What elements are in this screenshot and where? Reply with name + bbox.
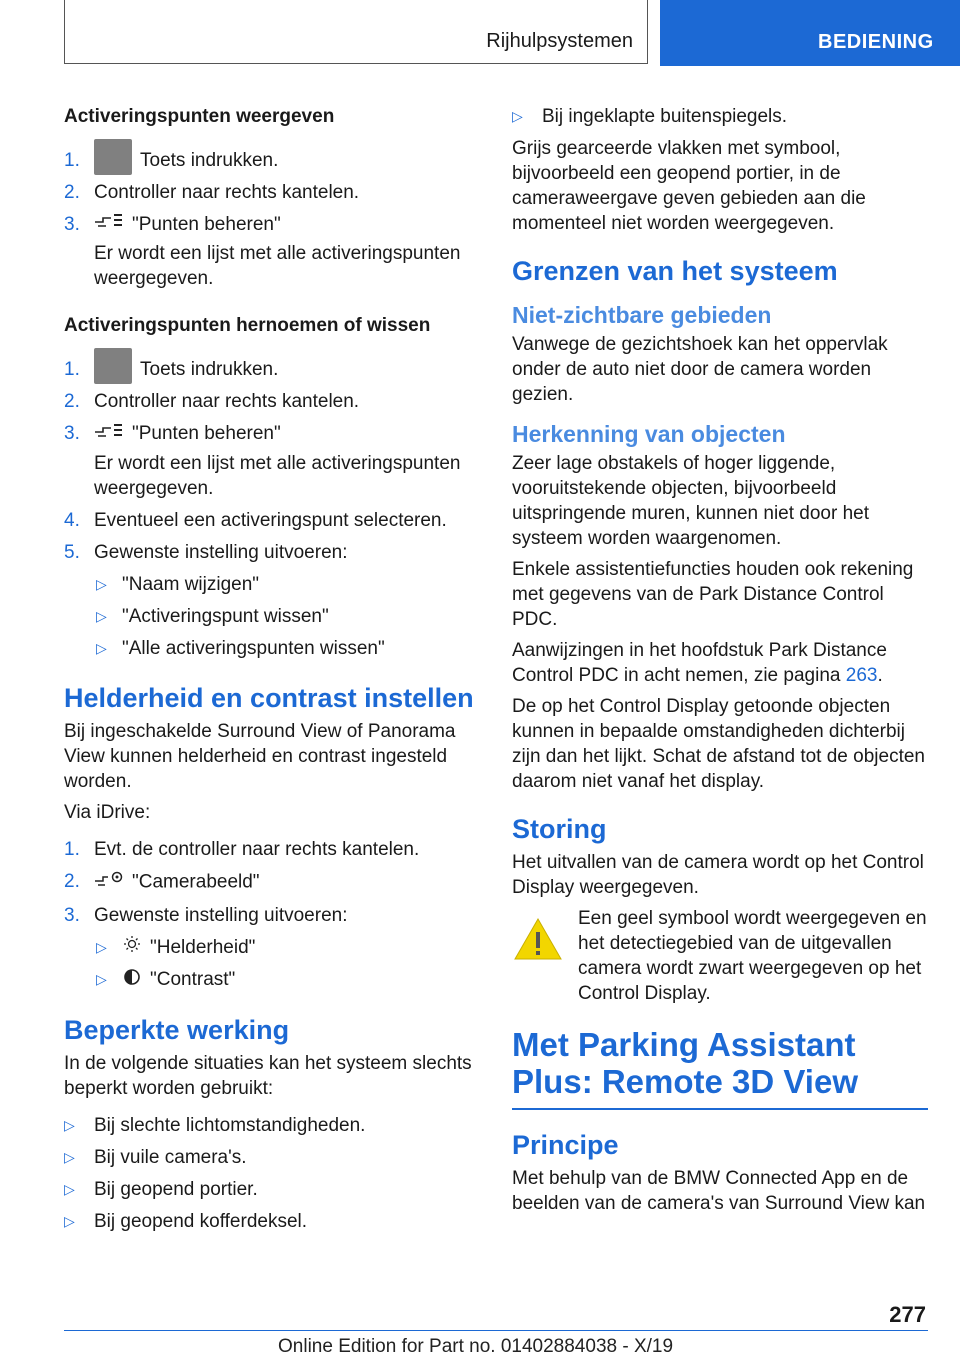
manage-points-icon <box>94 212 124 237</box>
list-item: ▷ "Helderheid" <box>64 935 474 960</box>
step: 2. Controller naar rechts kantelen. <box>64 391 360 413</box>
paragraph: Bij ingeschakelde Surround View of Panorama View kunnen helderheid en contrast ingesteld worden. <box>64 720 456 792</box>
list-item: ▷ Bij ingeklapte buitenspiegels. <box>512 106 788 127</box>
header-chapter-label: BEDIENING <box>818 31 934 53</box>
list-item: ▷ "Naam wijzigen" <box>96 573 260 595</box>
step: 2. Controller naar rechts kantelen. <box>64 182 360 203</box>
page-number: 277 <box>889 1302 926 1327</box>
step: 5. Gewenste instelling uitvoeren: <box>64 541 348 563</box>
paragraph: Zeer lage obstakels of hoger liggende, vooruitstekende objecten, bijvoorbeeld uitspringende muren, kunnen niet door het systeem worden waargenomen. <box>512 453 870 549</box>
paragraph: Grijs gearceerde vlakken met symbool, bijvoorbeeld een geopend portier, in de cameraweergave geven gebieden aan die momenteel niet worden weergegeven. <box>512 138 866 234</box>
paragraph: Vanwege de gezichtshoek kan het oppervlak onder de auto niet door de camera worden gezien. <box>512 334 888 405</box>
warning-note: Een geel symbool wordt weergegeven en het detectiegebied van de uitgevallen camera wordt zwart weergegeven op het Control Display. <box>512 906 928 1006</box>
manage-points-icon <box>94 422 124 447</box>
paragraph: Enkele assistentiefuncties houden ook rekening met gegevens van de Park Distance Control PDC. <box>512 559 914 630</box>
paragraph: Met behulp van de BMW Connected App en de beelden van de camera's van Surround View kan <box>512 1168 926 1214</box>
triangle-bullet-icon: ▷ <box>64 1148 75 1165</box>
list-item: ▷ Bij geopend kofferdeksel. <box>64 1210 308 1232</box>
heading-invisible-areas: Niet-zichtbare gebieden <box>512 302 772 328</box>
subheading-activation-show: Activeringspunten weergeven <box>64 106 335 127</box>
camera-button-icon <box>94 348 132 384</box>
triangle-bullet-icon: ▷ <box>96 971 107 988</box>
footer-edition: Online Edition for Part no. 01402884038 - X/19 <box>278 1336 674 1357</box>
triangle-bullet-icon: ▷ <box>96 607 107 624</box>
heading-principle: Principe <box>512 1130 619 1160</box>
paragraph: De op het Control Display getoonde objecten kunnen in bepaalde omstandigheden dichterbij zijn dan het lijkt. Schat de afstand tot de objecten daarom niet vanaf het display. <box>512 696 925 792</box>
warning-triangle-icon <box>512 916 564 962</box>
camera-button-icon <box>94 139 132 175</box>
list-item: ▷ "Alle activeringspunten wissen" <box>96 637 385 659</box>
list-item: ▷ Bij slechte lichtomstandigheden. <box>64 1114 366 1136</box>
heading-divider <box>512 1108 928 1110</box>
triangle-bullet-icon: ▷ <box>64 1116 75 1133</box>
header-section-box <box>64 0 648 64</box>
header-section-title: Rijhulpsystemen <box>486 30 633 52</box>
page-header <box>0 0 960 66</box>
triangle-bullet-icon: ▷ <box>96 938 107 955</box>
heading-system-limits: Grenzen van het systeem <box>512 256 838 286</box>
subheading-activation-rename: Activeringspunten hernoemen of wissen <box>64 315 431 337</box>
left-column <box>64 104 474 1241</box>
list-item: ▷ "Contrast" <box>64 967 474 992</box>
step-continuation: Er wordt een lijst met alle activeringspunten weergegeven. <box>94 452 461 499</box>
step: 3. Gewenste instelling uitvoeren: <box>64 904 348 926</box>
step: 3. "Punten beheren" <box>64 212 474 237</box>
paragraph: In de volgende situaties kan het systeem slechts beperkt worden gebruikt: <box>64 1052 472 1099</box>
camera-image-icon <box>94 869 124 896</box>
triangle-bullet-icon: ▷ <box>96 639 107 656</box>
step: 1. Toets indrukken. <box>64 148 474 173</box>
triangle-bullet-icon: ▷ <box>64 1180 75 1197</box>
paragraph: Via iDrive: <box>64 801 151 823</box>
step: 2. "Camerabeeld" <box>64 869 474 896</box>
paragraph: Aanwijzingen in het hoofdstuk Park Distance Control PDC in acht nemen, zie pagina 263. <box>512 640 887 686</box>
step: 4. Eventueel een activeringspunt selecteren. <box>64 509 447 531</box>
footer-divider <box>64 1330 928 1331</box>
step: 1. Toets indrukken. <box>64 357 474 382</box>
list-item: ▷ "Activeringspunt wissen" <box>96 605 329 627</box>
step: 1. Evt. de controller naar rechts kantelen. <box>64 838 420 860</box>
brightness-icon <box>122 935 142 960</box>
right-column <box>512 104 928 1222</box>
triangle-bullet-icon: ▷ <box>512 108 523 124</box>
heading-brightness: Helderheid en contrast instellen <box>64 682 474 713</box>
step: 3. "Punten beheren" <box>64 421 474 446</box>
page-reference-link[interactable]: 263 <box>845 665 878 686</box>
contrast-icon <box>122 968 142 993</box>
header-chapter-tab[interactable] <box>660 0 960 66</box>
heading-limited: Beperkte werking <box>64 1014 290 1045</box>
triangle-bullet-icon: ▷ <box>64 1212 75 1229</box>
triangle-bullet-icon: ▷ <box>96 575 107 592</box>
heading-remote-3d-view: Met Parking Assistant Plus: Remote 3D View <box>512 1026 859 1100</box>
heading-object-detection: Herkenning van objecten <box>512 421 786 447</box>
paragraph: Het uitvallen van de camera wordt op het Control Display weergegeven. <box>512 852 924 898</box>
step-continuation: Er wordt een lijst met alle activeringspunten weergegeven. <box>94 243 461 290</box>
heading-fault: Storing <box>512 814 607 844</box>
list-item: ▷ Bij vuile camera's. <box>64 1146 247 1168</box>
list-item: ▷ Bij geopend portier. <box>64 1178 258 1200</box>
